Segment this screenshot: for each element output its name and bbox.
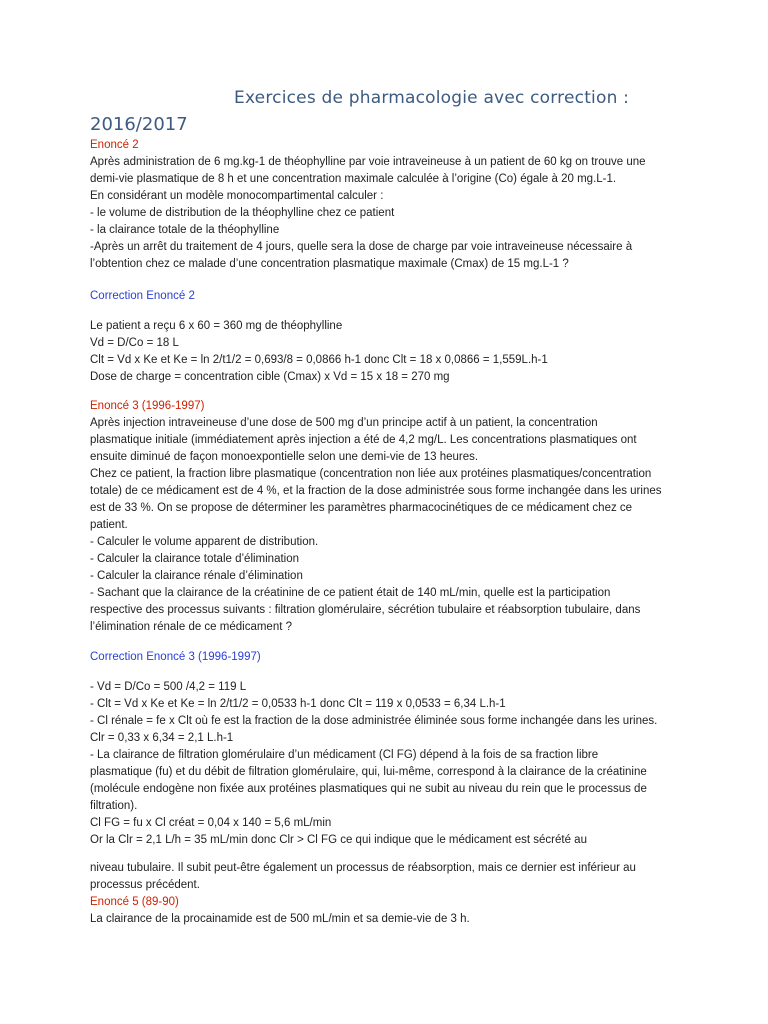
enonce-3-line: est de 33 %. On se propose de déterminer les paramètres pharmacocinétiques de ce médicament chez ce — [90, 502, 633, 514]
enonce-3-heading — [90, 398, 700, 415]
correction-2-line: Le patient a reçu 6 x 60 = 360 mg de théophylline — [90, 320, 343, 332]
enonce-3-heading-text: Enoncé 3 (1996-1997 — [90, 400, 201, 412]
enonce-2-heading: Enoncé 2 — [90, 139, 139, 151]
correction-3-line: processus précédent. — [90, 879, 200, 891]
enonce-2-line: demi-vie plasmatique de 8 h et une concentration maximale calculée à l’origine (Co) égale à 20 mg.L-1. — [90, 173, 617, 185]
correction-3-section — [90, 649, 700, 666]
enonce-2-line: En considérant un modèle monocompartimental calculer : — [90, 190, 384, 202]
correction-3-line: niveau tubulaire. Il subit peut-être également un processus de réabsorption, mais ce dernier est inférieur au — [90, 862, 636, 874]
enonce-5-line: La clairance de la procainamide est de 500 mL/min et sa demie-vie de 3 h. — [90, 913, 470, 925]
correction-3-line: Clr = 0,33 x 6,34 = 2,1 L.h-1 — [90, 732, 234, 744]
enonce-3-line: Chez ce patient, la fraction libre plasmatique (concentration non liée aux protéines plasmatiques/concentration — [90, 468, 652, 480]
enonce-2-section — [90, 137, 700, 273]
enonce-2-line: -Après un arrêt du traitement de 4 jours, quelle sera la dose de charge par voie intraveineuse nécessaire à — [90, 241, 633, 253]
enonce-2-line: l’obtention chez ce malade d’une concentration plasmatique maximale (Cmax) de 15 mg.L-1 ? — [90, 258, 569, 270]
correction-3-line: Or la Clr = 2,1 L/h = 35 mL/min donc Clr > Cl FG ce qui indique que le médicament est sécrété au — [90, 834, 587, 846]
correction-2-section — [90, 288, 700, 305]
enonce-5-section — [90, 894, 700, 928]
correction-3-line: (molécule endogène non fixée aux protéines plasmatiques qui ne subit au niveau du rein que le processus de — [90, 783, 647, 795]
enonce-3-line: - Calculer la clairance rénale d’élimination — [90, 570, 303, 582]
correction-3-line: - La clairance de filtration glomérulaire d’un médicament (Cl FG) dépend à la fois de sa fraction libre — [90, 749, 599, 761]
correction-3-line: - Vd = D/Co = 500 /4,2 = 119 L — [90, 681, 247, 693]
enonce-3-line: plasmatique initiale (immédiatement après injection a été de 4,2 mg/L. Les concentrations plasmatiques ont — [90, 434, 637, 446]
enonce-2-line: Après administration de 6 mg.kg-1 de théophylline par voie intraveineuse à un patient de 60 kg on trouve une — [90, 156, 646, 168]
enonce-3-section — [90, 398, 700, 636]
enonce-3-line: patient. — [90, 519, 128, 531]
correction-3-line: filtration). — [90, 800, 138, 812]
correction-2-line: Dose de charge = concentration cible (Cmax) x Vd = 15 x 18 = 270 mg — [90, 371, 450, 383]
correction-3-heading: Correction Enoncé 3 (1996-1997) — [90, 651, 261, 663]
enonce-3-line: - Calculer la clairance totale d’élimination — [90, 553, 300, 565]
correction-2-heading: Correction Enoncé 2 — [90, 290, 195, 302]
correction-2-line: Vd = D/Co = 18 L — [90, 337, 179, 349]
enonce-5-heading: Enoncé 5 (89-90) — [90, 896, 179, 908]
enonce-3-line: Après injection intraveineuse d’une dose de 500 mg d’un principe actif à un patient, la concentration — [90, 417, 598, 429]
correction-3-line: Cl FG = fu x Cl créat = 0,04 x 140 = 5,6 mL/min — [90, 817, 332, 829]
correction-2-line: Clt = Vd x Ke et Ke = ln 2/t1/2 = 0,693/8 = 0,0866 h-1 donc Clt = 18 x 0,0866 = 1,559L.h-1 — [90, 354, 548, 366]
enonce-2-line: - la clairance totale de la théophylline — [90, 224, 280, 236]
document-title: Exercices de pharmacologie avec correction : — [234, 88, 630, 108]
correction-3-body — [90, 679, 700, 849]
document-year: 2016/2017 — [90, 114, 188, 135]
enonce-2-line: - le volume de distribution de la théophylline chez ce patient — [90, 207, 395, 219]
enonce-3-line: l’élimination rénale de ce médicament ? — [90, 621, 292, 633]
correction-2-body — [90, 318, 700, 386]
correction-3-line: - Clt = Vd x Ke et Ke = ln 2/t1/2 = 0,0533 h-1 donc Clt = 119 x 0,0533 = 6,34 L.h-1 — [90, 698, 506, 710]
enonce-3-line: respective des processus suivants : filtration glomérulaire, sécrétion tubulaire et réabsorption tubulaire, dans — [90, 604, 641, 616]
correction-3-continued — [90, 860, 700, 894]
enonce-3-line: - Sachant que la clairance de la créatinine de ce patient était de 140 mL/min, quelle est la participation — [90, 587, 611, 599]
correction-3-line: plasmatique (fu) et du débit de filtration glomérulaire, qui, lui-même, correspond à la clairance de la créatinine — [90, 766, 647, 778]
enonce-3-line: - Calculer le volume apparent de distribution. — [90, 536, 319, 548]
enonce-3-heading-paren: ) — [200, 400, 205, 412]
correction-3-line: - Cl rénale = fe x Clt où fe est la fraction de la dose administrée éliminée sous forme inchangée dans les urines. — [90, 715, 658, 727]
enonce-3-line: ensuite diminué de façon monoexpontielle selon une demi-vie de 13 heures. — [90, 451, 479, 463]
enonce-3-line: totale) de ce médicament est de 4 %, et la fraction de la dose administrée sous forme inchangée dans les urines — [90, 485, 662, 497]
